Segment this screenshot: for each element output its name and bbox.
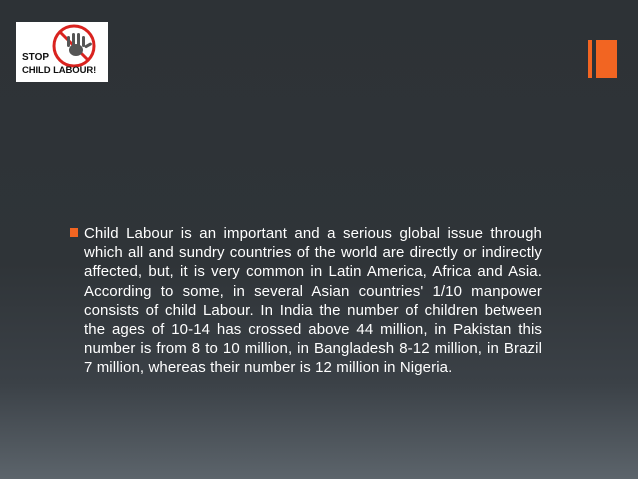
logo-stop-text: STOP: [22, 52, 50, 63]
bullet-text: Child Labour is an important and a serious global issue through which all and sundry countries of the world are directly or indirectly affected, but, it is very common in Latin America, Africa and Asia. According to some, in several Asian countries' 1/10 manpower consists of child Labour. In India the number of children between the ages of 10-14 has crossed above 44 million, in Pakistan this number is from 8 to 10 million, in Bangladesh 8-12 million, in Brazil 7 million, whereas their number is 12 million in Nigeria.: [84, 225, 542, 377]
content-area: [70, 224, 542, 378]
accent-bar-thick: [596, 40, 617, 78]
bullet-item: [70, 224, 542, 378]
square-bullet-icon: [70, 228, 78, 237]
stop-child-labour-logo: [16, 22, 108, 82]
accent-bar-thin: [588, 40, 592, 78]
logo-child-labour-text: CHILD LABOUR!: [22, 65, 97, 76]
